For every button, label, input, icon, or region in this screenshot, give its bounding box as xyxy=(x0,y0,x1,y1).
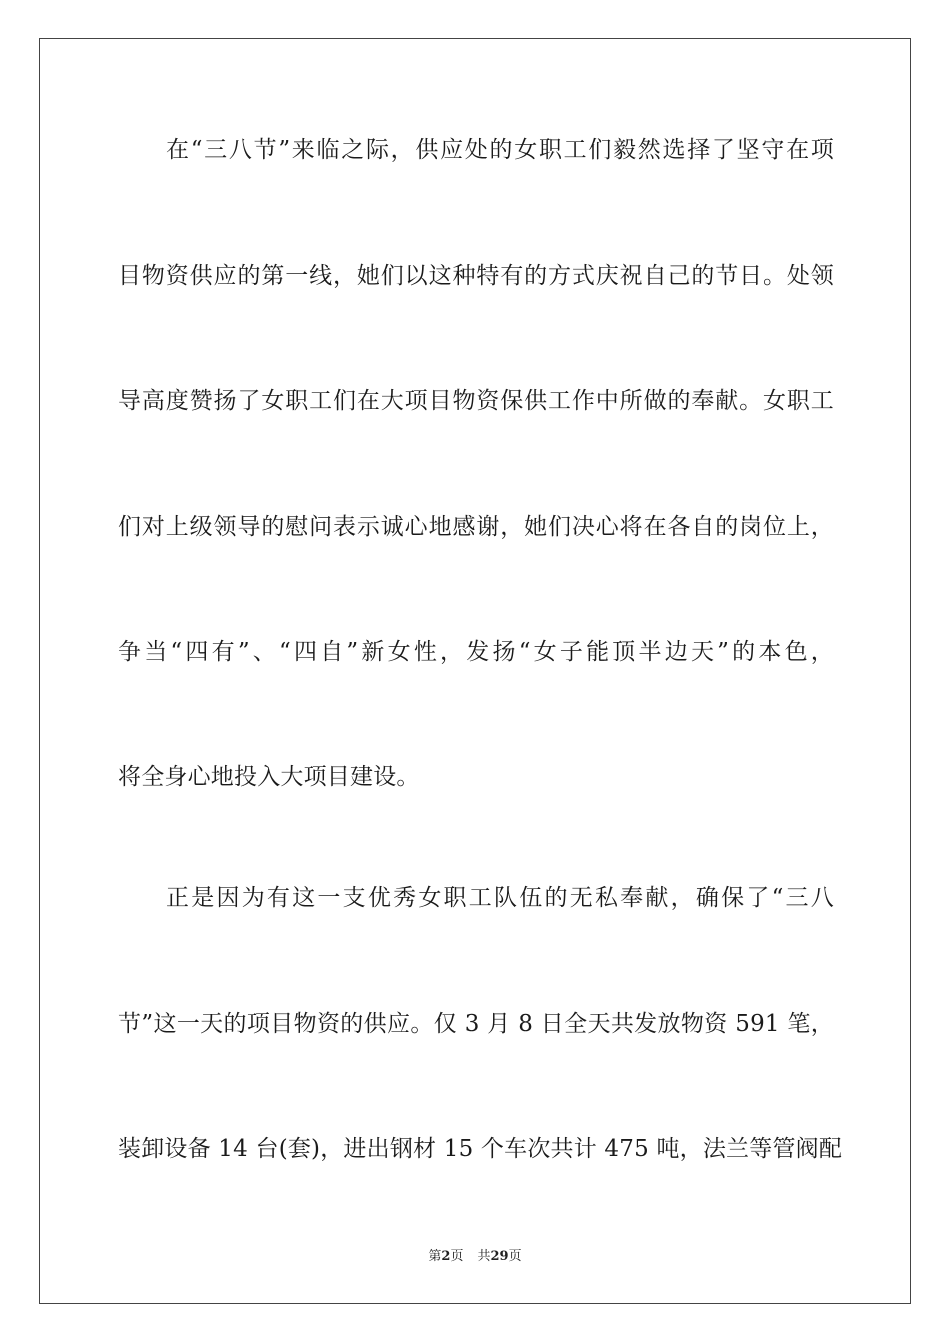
page-footer xyxy=(0,1248,950,1266)
page-border xyxy=(39,38,911,1304)
page-number: 2 xyxy=(441,1249,451,1264)
total-suffix: 页 xyxy=(508,1249,522,1264)
paragraph-line: 装卸设备 14 台(套)，进出钢材 15 个车次共计 475 吨，法兰等管阀配 xyxy=(118,1136,843,1162)
page-prefix: 第 xyxy=(428,1249,442,1264)
paragraph-line: 在“三八节”来临之际，供应处的女职工们毅然选择了坚守在项 xyxy=(166,137,834,163)
paragraph-line: 正是因为有这一支优秀女职工队伍的无私奉献，确保了“三八 xyxy=(166,885,834,911)
paragraph-line: 将全身心地投入大项目建设。 xyxy=(118,764,420,790)
paragraph-line: 节”这一天的项目物资的供应。仅 3 月 8 日全天共发放物资 591 笔， xyxy=(118,1011,834,1037)
total-prefix: 共 xyxy=(477,1249,491,1264)
paragraph-line: 目物资供应的第一线，她们以这种特有的方式庆祝自己的节日。处领 xyxy=(118,263,834,289)
paragraph-line: 们对上级领导的慰问表示诚心地感谢，她们决心将在各自的岗位上， xyxy=(118,514,834,540)
total-pages: 29 xyxy=(490,1249,509,1264)
paragraph-line: 争当“四有”、“四自”新女性，发扬“女子能顶半边天”的本色， xyxy=(118,639,834,665)
page-suffix: 页 xyxy=(450,1249,464,1264)
paragraph-line: 导高度赞扬了女职工们在大项目物资保供工作中所做的奉献。女职工 xyxy=(118,388,834,414)
